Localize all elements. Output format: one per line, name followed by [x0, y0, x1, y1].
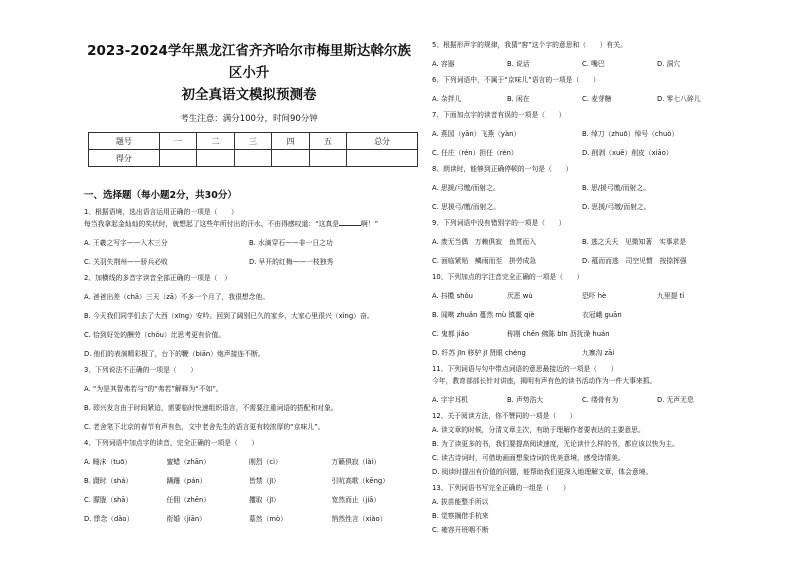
- question-13-stem: 13、下列词语书写完全正确的一组是（ ）: [432, 484, 570, 492]
- score-table-score-row: [89, 150, 418, 167]
- option[interactable]: B. 觉察搁借手杭来: [432, 512, 489, 520]
- score-cell[interactable]: [272, 150, 309, 167]
- option-part: 厌恶 wù: [507, 292, 533, 300]
- option-part: B. 蹑时（shá）: [84, 477, 133, 485]
- question-9-options-row-1: [432, 237, 732, 247]
- option-part: 悄然性言（xiào）: [331, 515, 387, 523]
- option[interactable]: A. 燕园（yān）飞燕（yàn）: [432, 130, 521, 138]
- question-1-stem: 1、根据语境，选出语言运用正确的一项是（ ）: [84, 208, 238, 216]
- score-table-header-row: [89, 133, 418, 150]
- question-7-stem: 7、下面加点字的读音有误的一项是（ ）: [432, 111, 566, 119]
- question-3-stem: 3、下列说法不正确的一项是（ ）: [84, 366, 198, 374]
- option[interactable]: A. “为是其智弗若与”的“弗若”解释为“不如”。: [84, 385, 223, 393]
- option-part: A. 睡沫（tuō）: [84, 458, 132, 466]
- option-part: 引吭高歌（kēng）: [331, 477, 390, 485]
- option-part: 九里提 tí: [657, 292, 685, 300]
- option[interactable]: A. 王羲之写字——入木三分: [84, 239, 168, 247]
- left-column: [84, 38, 414, 524]
- option-part: 墓然（mò）: [249, 515, 287, 523]
- option-part: 衣冠峨 guān: [582, 311, 622, 319]
- option-part: 皆禁（jī）: [249, 477, 280, 485]
- option-part: 称刚 chēn 佛陈 bīn 沥抚澡 huán: [507, 330, 610, 338]
- option[interactable]: C. 雍容开班咽不断: [432, 526, 489, 534]
- option[interactable]: A. 拔苗能整手所以: [432, 498, 489, 506]
- option-part: 任佣（zhēn）: [166, 496, 211, 504]
- question-10-option-c[interactable]: [432, 329, 732, 339]
- option[interactable]: D. 他们的表演精彩极了，台下的鞭（biān）炮声接连不断。: [84, 350, 265, 358]
- question-5-options: [432, 59, 732, 69]
- section-1-heading: 一、选择题（每小题2分，共30分）: [84, 190, 237, 201]
- option[interactable]: C. 任庄（rén）担任（rèn）: [432, 149, 518, 157]
- option[interactable]: B. 绰刀（zhuō）绰号（chuò）: [582, 130, 679, 138]
- option[interactable]: C. 嘴巴: [582, 60, 605, 68]
- option[interactable]: B. 说话: [507, 60, 530, 68]
- question-8-stem: 8、朗读时，能够到正确停顿的一句是（ ）: [432, 165, 573, 173]
- question-11-options: [432, 395, 732, 405]
- question-11-stem: 11、下列词语与句中带点词语的意思最接近的一项是（ ）: [432, 365, 618, 373]
- option[interactable]: D. 蕴而而逃 司空见惯 按捺挥强: [582, 257, 687, 265]
- question-11-passage: 今年，教育部部长针对讲座，揭明有声有色的读书活动作为一件大事来抓。: [432, 377, 657, 385]
- option[interactable]: B. 今天我们同学们去了大西（xīng）安吟。回到了阔别已久的家乡，大家心里很兴（xìng）奋。: [84, 312, 374, 320]
- option-part: A. 抖擞 shǒu: [432, 292, 473, 300]
- question-6-options: [432, 94, 732, 104]
- question-1-options-row-2: [84, 257, 414, 267]
- option-part: 攫取（jī）: [249, 496, 280, 504]
- exam-title-line-1: 2023-2024学年黑龙江省齐齐哈尔市梅里斯达斡尔族区小升: [87, 43, 411, 81]
- question-4-option-b[interactable]: [84, 476, 414, 486]
- question-8-options-row-2: [432, 202, 732, 212]
- question-8-options-row-1: [432, 183, 732, 193]
- question-1-passage: [84, 219, 414, 229]
- option[interactable]: B. 逃之夭夭 见微知著 实事求是: [582, 238, 687, 246]
- option[interactable]: A. 废无当偶 万赖俱寂 鱼贯而入: [432, 238, 537, 246]
- score-cell[interactable]: [197, 150, 234, 167]
- score-header-cell: 三: [234, 133, 271, 150]
- option[interactable]: B. 水滴穿石——非一日之功: [249, 239, 333, 247]
- option-part: 刚烈（cì）: [249, 458, 282, 466]
- question-2-stem: 2、加横线的多音字读音全部正确的一项是（ ）: [84, 274, 232, 282]
- option[interactable]: C. 面临紧贴 鳞雨而至 拼劳成急: [432, 257, 537, 265]
- option-part: B. 闻啭 zhuǎn 蔓然 mù 镇噩 qiè: [432, 311, 535, 319]
- question-10-option-a[interactable]: [432, 291, 732, 301]
- answer-blank[interactable]: [339, 225, 361, 226]
- exam-note: 考生注意：满分100分，时间90分钟: [180, 114, 318, 124]
- score-header-cell: 总分: [347, 133, 418, 150]
- question-9-stem: 9、下列词语中没有错别字的一项是（ ）: [432, 219, 566, 227]
- question-10-option-d[interactable]: [432, 348, 732, 358]
- option-part: C. 鬼都 jiǎo: [432, 330, 469, 338]
- score-row-label: 得分: [89, 150, 160, 167]
- question-10-option-b[interactable]: [432, 310, 732, 320]
- question-4-stem: 4、下列词语中加点字的读音，完全正确的一项是（ ）: [84, 439, 259, 447]
- option-part: 衔婚（jiān）: [166, 515, 206, 523]
- score-header-cell: 四: [272, 133, 309, 150]
- question-6-stem: 6、下列词语中，不属于“京味儿”语言的一项是（ ）: [432, 76, 600, 84]
- score-cell[interactable]: [309, 150, 346, 167]
- option[interactable]: D. 零七八碎儿: [657, 95, 701, 103]
- option[interactable]: A. 思援/弓缴/而射之。: [432, 184, 500, 192]
- question-4-option-c[interactable]: [84, 495, 414, 505]
- score-header-cell: 五: [309, 133, 346, 150]
- option[interactable]: B. 为了读更多的书，我们要提高阅读速度，无论读什么样的书，都应该以快为主。: [432, 440, 679, 448]
- option[interactable]: C. 老舍笔下北京的春节有声有色，文中老舍先生的语言更有较浓厚的“京味儿”。: [84, 423, 325, 431]
- option[interactable]: A. 爸爸出差（chā）三天（zā）不多一个月了，我很想念他。: [84, 293, 270, 301]
- option-part: 宽然而止（jiā）: [331, 496, 381, 504]
- score-header-cell: 一: [159, 133, 196, 150]
- score-header-cell: 二: [197, 133, 234, 150]
- option-part: C. 朦胧（shā）: [84, 496, 133, 504]
- option[interactable]: C. 读古诗词时，可借助画面想象诗词的优美意境，感受诗情美。: [432, 454, 625, 462]
- option[interactable]: D. 思援/弓缴/而射之。: [582, 203, 651, 211]
- question-1-passage-pre: 每当我拿起金灿灿的奖状时，就想起了这些年所付出的汗水。不由得感叹道：“这真是: [84, 220, 340, 228]
- option[interactable]: D. 早开的红梅——一枝独秀: [249, 258, 334, 266]
- option[interactable]: D. 削剥（xuē）削皮（xiāo）: [582, 149, 673, 157]
- question-1-options-row-1: [84, 238, 414, 248]
- option-part: 恐吓 hè: [582, 292, 607, 300]
- question-7-options-row-1: [432, 129, 732, 139]
- option[interactable]: B. 即兴发言由于时间紧迫，需要临时快速组织语言，不需要注重词语的搭配和对象。: [84, 404, 338, 412]
- option[interactable]: B. 闲在: [507, 95, 530, 103]
- option[interactable]: D. 阅读时提出有价值的问题，能帮助我们更深入地理解文章，体会意境。: [432, 468, 653, 476]
- option[interactable]: D. 无声无息: [657, 396, 694, 404]
- score-table: [88, 132, 418, 167]
- option[interactable]: A. 宇宇耳机: [432, 396, 469, 404]
- option-part: 蹒跚（pán）: [166, 477, 207, 485]
- score-header-cell: 题号: [89, 133, 160, 150]
- score-cell[interactable]: [347, 150, 418, 167]
- question-5-stem: 5、根据形声字的规律，我猜“窖”这个字的意思和（ ）有关。: [432, 41, 627, 49]
- option-part: 万籁俱寂（lài）: [331, 458, 381, 466]
- option-part: D. 纤苏 jīn 移驴 jī 贤眼 chéng: [432, 349, 526, 357]
- question-12-stem: 12、关于阅读方法，你不赞同的一项是（ ）: [432, 412, 577, 420]
- right-column: [432, 38, 732, 535]
- question-10-stem: 10、下列加点的字注音完全正确的一项是（ ）: [432, 273, 584, 281]
- option[interactable]: C. 缕骨有为: [582, 396, 619, 404]
- option[interactable]: C. 麦芽糖: [582, 95, 612, 103]
- option[interactable]: B. 思/援弓缴/而射之。: [582, 184, 650, 192]
- option[interactable]: D. 洞穴: [657, 60, 681, 68]
- question-9-options-row-2: [432, 256, 732, 266]
- option-part: 九寨沟 zāi: [582, 349, 615, 357]
- option[interactable]: C. 关羽失荆州——骄兵必败: [84, 258, 168, 266]
- option[interactable]: A. 容器: [432, 60, 455, 68]
- question-4-option-d[interactable]: [84, 514, 414, 524]
- option-part: 蜜蜡（zhān）: [166, 458, 211, 466]
- option-part: D. 悸念（dǎo）: [84, 515, 134, 523]
- question-7-options-row-2: [432, 148, 732, 158]
- option[interactable]: A. 读文章的时候，分清文章主次，有助于理解作者要表达的主要意思。: [432, 426, 645, 434]
- score-cell[interactable]: [234, 150, 271, 167]
- option[interactable]: A. 杂拌儿: [432, 95, 462, 103]
- exam-title-line-2: 初全真语文模拟预测卷: [181, 87, 317, 103]
- option[interactable]: C. 思援弓/缴/而射之。: [432, 203, 501, 211]
- option[interactable]: B. 声势浩大: [507, 396, 544, 404]
- score-cell[interactable]: [159, 150, 196, 167]
- question-4-option-a[interactable]: [84, 457, 414, 467]
- question-1-passage-post: 啊！”: [361, 220, 379, 228]
- option[interactable]: C. 恰到好处的酬劳（chóu）比思考更有价值。: [84, 331, 226, 339]
